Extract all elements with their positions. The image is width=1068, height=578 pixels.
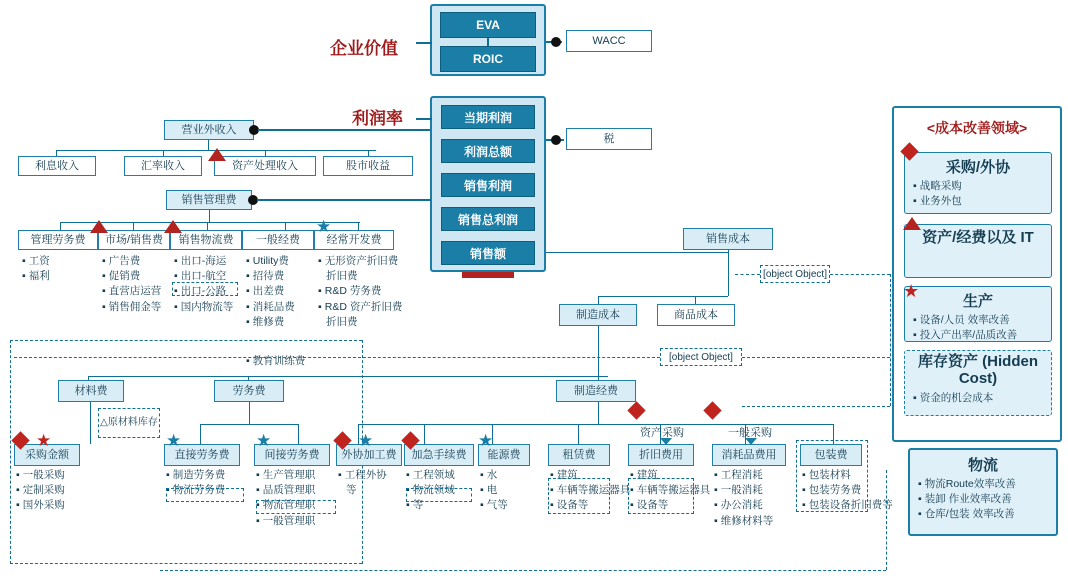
eva-roic-connector xyxy=(487,38,489,46)
sga-triangle-marker-1 xyxy=(90,220,108,233)
sga-to-spine-line xyxy=(257,199,431,201)
cogs-title-box[interactable]: 销售成本 xyxy=(683,228,773,250)
sga-col4-item2-cont: 折旧费 xyxy=(326,315,358,328)
roic-box[interactable]: ROIC xyxy=(440,46,536,72)
procure-general-diamond xyxy=(703,401,721,419)
procure-general-label[interactable]: 一般采购 xyxy=(728,427,772,439)
spine-item-0[interactable]: 当期利润 xyxy=(441,105,535,129)
spine-item-2[interactable]: 销售利润 xyxy=(441,173,535,197)
sga-title-box[interactable]: 销售管理费 xyxy=(166,190,252,210)
improvement-card-procurement[interactable] xyxy=(904,152,1052,214)
cogs-branch-0 xyxy=(598,296,599,304)
sga-branch-0 xyxy=(60,222,61,230)
logistics-dash-rent xyxy=(548,478,610,514)
sga-branch-3 xyxy=(285,222,286,230)
oh-group-5-title[interactable]: 消耗品费用 xyxy=(712,444,786,466)
labor-group-1-items: ▪ 生产管理职 ▪ 品质管理职 ▪ 物流管理职 ▪ 一般管理职 xyxy=(256,468,315,529)
inventory-tag-raw-label: △原材料库存 xyxy=(100,417,158,428)
cogs-bus xyxy=(598,296,728,297)
procure-asset-diamond xyxy=(627,401,645,419)
oh-group-5-items: ▪ 工程消耗 ▪ 一般消耗 ▪ 办公消耗 ▪ 维修材料等 xyxy=(714,468,773,529)
material-star-marker: ★ xyxy=(36,431,52,450)
nonop-to-spine-line xyxy=(258,129,430,131)
improvement-card-procurement-items: ▪ 战略采购 ▪ 业务外包 xyxy=(905,177,1051,212)
improvement-card-inventory-items: ▪ 资金的机会成本 xyxy=(905,387,1051,409)
tax-node-dot xyxy=(551,135,561,145)
spine-item-3[interactable]: 销售总利润 xyxy=(441,207,535,231)
sga-col-items-1: ▪ 广告费 ▪ 促销费 ▪ 直营店运营 ▪ 销售佣金等 xyxy=(102,254,161,315)
labor-drop xyxy=(249,402,250,424)
logistics-dash-dep xyxy=(628,478,694,514)
enterprise-value-label: 企业价值 xyxy=(330,39,398,58)
improvement-card-procurement-title: 采购/外协 xyxy=(945,159,1011,176)
improvement-card-inventory-title: 库存资产 (Hidden Cost) xyxy=(918,353,1038,387)
material-group-0-items: ▪ 一般采购 ▪ 定制采购 ▪ 国外采购 xyxy=(16,468,65,514)
improvement-card-asset-it[interactable] xyxy=(904,224,1052,278)
logistics-dash-expedite xyxy=(406,488,472,502)
oh-branch-3 xyxy=(578,424,579,444)
cogs-branch-1 xyxy=(695,296,696,304)
sga-col-items-4: ▪ 无形资产折旧费 折旧费 ▪ R&D 劳务费 ▪ R&D 资产折旧费 折旧费 xyxy=(318,254,402,330)
labor-group-0-title[interactable]: 直接劳务费 xyxy=(164,444,240,466)
profit-rate-connector xyxy=(416,118,432,120)
inventory-tag-finished: [object Object] xyxy=(760,265,830,283)
sga-col-title-2[interactable]: 销售物流费 xyxy=(170,230,242,250)
improvement-card-production-items: ▪ 设备/人员 效率改善 ▪ 投入产出率/品质改善 xyxy=(905,311,1051,346)
oh-group-0-item0-cont: 等 xyxy=(346,484,357,497)
mfg-bus xyxy=(88,376,608,377)
sga-col-title-1[interactable]: 市场/销售费 xyxy=(98,230,170,250)
nonop-child-3[interactable]: 股市收益 xyxy=(323,156,413,176)
oh-star-marker-0: ★ xyxy=(358,431,374,450)
spine-item-1[interactable]: 利润总额 xyxy=(441,139,535,163)
mfg-col-title-0[interactable]: 材料费 xyxy=(58,380,124,402)
cogs-child-0[interactable]: 制造成本 xyxy=(559,304,637,326)
enterprise-value-connector xyxy=(416,42,432,44)
cogs-drop xyxy=(728,250,729,296)
inv-line-wip-left xyxy=(14,357,660,358)
inv-line-wip-right xyxy=(742,357,890,358)
improvement-card-production[interactable] xyxy=(903,281,1052,342)
wacc-node-dot xyxy=(551,37,561,47)
sga-branch-4 xyxy=(358,222,359,230)
oh-group-6-title[interactable]: 包装费 xyxy=(800,444,862,466)
procure-general-caret xyxy=(745,438,757,445)
oh-branch-1 xyxy=(424,424,425,444)
oh-group-0-items: ▪ 工程外协 等 xyxy=(338,468,387,498)
wacc-box[interactable]: WACC xyxy=(566,30,652,52)
logistics-dash-sga xyxy=(172,282,238,296)
sga-branch-2 xyxy=(207,222,208,230)
improvement-panel-title: <成本改善领域> xyxy=(926,120,1028,136)
nonop-child-1[interactable]: 汇率收入 xyxy=(124,156,202,176)
asset-card-triangle-icon xyxy=(903,217,921,230)
improvement-panel xyxy=(892,106,1062,442)
sga-col-title-0[interactable]: 管理劳务费 xyxy=(18,230,98,250)
sga-branch-1 xyxy=(133,222,134,230)
sga-col-title-3[interactable]: 一般经费 xyxy=(242,230,314,250)
inv-line-finished-left xyxy=(735,274,760,275)
cogs-child-1[interactable]: 商品成本 xyxy=(657,304,735,326)
sga-drop xyxy=(209,210,210,222)
improvement-card-inventory[interactable] xyxy=(904,350,1052,416)
sga-col-title-4[interactable]: 经常开发费 xyxy=(314,230,394,250)
cogs-to-spine-line xyxy=(546,252,728,253)
sga-col-items-2: ▪ 出口-海运 ▪ 出口-航空 ▪ 出口-公路 ▪ 国内物流等 xyxy=(174,254,233,315)
nonop-child-0[interactable]: 利息收入 xyxy=(18,156,96,176)
production-card-star-icon: ★ xyxy=(903,281,920,301)
logistics-dash-riser xyxy=(886,470,887,570)
oh-group-4-items: ▪ 建筑 ▪ 车辆等搬运器具 ▪ 设备等 xyxy=(630,468,710,514)
oh-group-2-title[interactable]: 能源费 xyxy=(478,444,530,466)
improvement-card-logistics[interactable] xyxy=(908,448,1058,536)
tax-box[interactable]: 税 xyxy=(566,128,652,150)
oh-group-3-items: ▪ 建筑 ▪ 车辆等搬运器具 ▪ 设备等 xyxy=(550,468,630,514)
oh-group-6-items: ▪ 包装材料 ▪ 包装劳务费 ▪ 包装设备折旧费等 xyxy=(802,468,893,514)
profit-rate-label: 利润率 xyxy=(352,109,403,128)
labor-group-0-items: ▪ 制造劳务费 ▪ 物流劳务费 xyxy=(166,468,225,498)
mfg-col-title-1[interactable]: 劳务费 xyxy=(214,380,284,402)
improvement-card-logistics-items: ▪ 物流Route效率改善 ▪ 装卸 作业效率改善 ▪ 仓库/包装 效率改善 xyxy=(910,475,1056,523)
spine-item-4[interactable]: 销售额 xyxy=(441,241,535,265)
sga-col-items-0: ▪ 工资 ▪ 福利 xyxy=(22,254,50,284)
labor-star-marker-1: ★ xyxy=(256,431,272,450)
oh-group-3-title[interactable]: 租赁费 xyxy=(548,444,610,466)
sga-col-items-3: ▪ Utility费 ▪ 招待费 ▪ 出差费 ▪ 消耗品费 ▪ 维修费 ▪ 教育训练费 xyxy=(246,254,305,369)
sga-triangle-marker-2 xyxy=(164,220,182,233)
labor-bus xyxy=(200,424,298,425)
inv-line-finished-right xyxy=(830,274,890,275)
hidden-cost-riser xyxy=(890,274,891,406)
improvement-card-logistics-title: 物流 xyxy=(967,457,998,474)
nonop-child-2[interactable]: 资产处理收入 xyxy=(214,156,316,176)
improvement-card-production-title: 生产 xyxy=(962,293,993,310)
material-drop xyxy=(90,402,91,444)
nonop-title-box[interactable]: 营业外收入 xyxy=(164,120,254,140)
logistics-dash-labor-2 xyxy=(256,500,336,514)
improvement-card-asset-it-title: 资产/经费以及 IT xyxy=(922,229,1034,246)
oh-group-4-title[interactable]: 折旧费用 xyxy=(628,444,694,466)
oh-group-1-title[interactable]: 加急手续费 xyxy=(404,444,474,466)
oh-group-2-items: ▪ 水 ▪ 电 ▪ 气等 xyxy=(480,468,508,514)
material-group-0-title[interactable]: 采购金额 xyxy=(14,444,80,466)
hidden-cost-dash xyxy=(742,406,890,407)
labor-branch-1 xyxy=(298,424,299,444)
procure-asset-caret xyxy=(660,438,672,445)
labor-group-1-title[interactable]: 间接劳务费 xyxy=(254,444,330,466)
nonop-triangle-marker xyxy=(208,148,226,161)
oh-star-marker-1: ★ xyxy=(478,431,494,450)
oh-group-1-items: ▪ 工程领域 ▪ 物流领域 ▪ 等 xyxy=(406,468,455,514)
logistics-dash-labor-1 xyxy=(166,488,244,502)
labor-star-marker-0: ★ xyxy=(166,431,182,450)
spine-bottom-arrow xyxy=(462,272,514,278)
mfg-drop xyxy=(598,326,599,376)
mfg-col-title-2[interactable]: 制造经费 xyxy=(556,380,636,402)
procure-asset-label[interactable]: 资产采购 xyxy=(640,427,684,439)
logistics-dash-bottom xyxy=(160,570,886,571)
logistics-dash-pack xyxy=(796,440,868,512)
oh-group-0-title[interactable]: 外协加工费 xyxy=(336,444,402,466)
inventory-tag-wip: [object Object] xyxy=(660,348,742,366)
inventory-tag-raw xyxy=(98,408,160,438)
sga-col4-item0-cont: 折旧费 xyxy=(326,270,358,283)
sga-star-marker: ★ xyxy=(316,217,332,236)
overhead-drop xyxy=(598,402,599,424)
eva-box[interactable]: EVA xyxy=(440,12,536,38)
labor-branch-0 xyxy=(200,424,201,444)
